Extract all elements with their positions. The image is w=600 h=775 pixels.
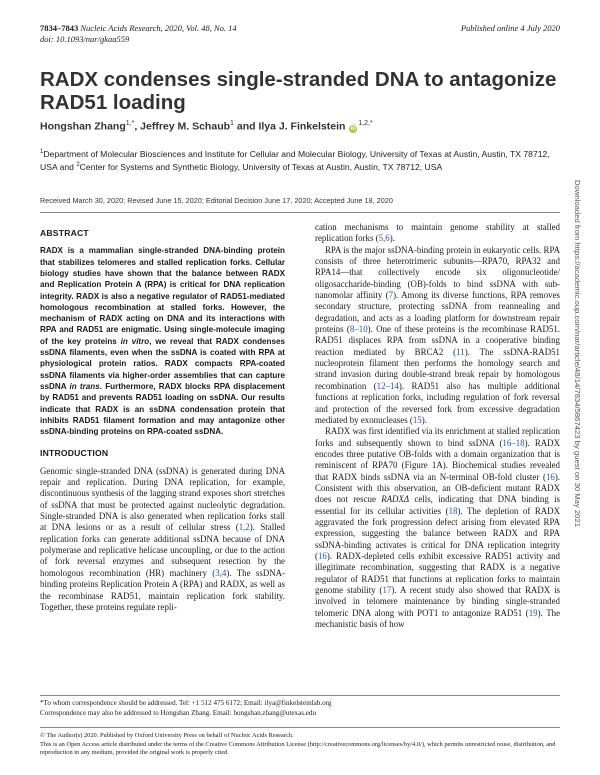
footnote-divider [40, 695, 560, 696]
citation-link[interactable]: 8–10 [349, 324, 368, 335]
author-name[interactable]: Hongshan Zhang [40, 120, 126, 133]
citation-link[interactable]: 19 [528, 607, 538, 618]
right-column [315, 222, 560, 630]
citation-link[interactable]: 7 [388, 290, 394, 301]
copyright-line: © The Author(s) 2020. Published by Oxford University Press on behalf of Nucleic Acids Research. [40, 732, 294, 739]
affiliations [40, 147, 560, 173]
license-block [40, 732, 560, 758]
left-column [40, 222, 285, 613]
doi[interactable]: doi: 10.1093/nar/gkaa559 [40, 34, 130, 44]
affiliation-text: Department of Molecular Biosciences and Institute for Cellular and Molecular Biology, University of Texas at Austin, Austin, TX 78712, USA and [40, 148, 550, 173]
citation-link[interactable]: 16 [317, 550, 327, 561]
correspondence-note: *To whom correspondence should be addressed. Tel: +1 512 475 6172; Email: ilya@finkelsteinlab.org [40, 699, 332, 707]
divider [40, 212, 560, 213]
download-watermark: Downloaded from https://academic.oup.com/nar/article/48/14/7834/5867423 by guest on 30 May 2021 [573, 180, 582, 528]
journal-citation: Nucleic Acids Research, 2020, Vol. 48, No. 14 [80, 23, 237, 33]
license-text: This is an Open Access article distributed under the terms of the Creative Commons Attribution License (http://creativecommons.org/licenses/by/4.0/), which permits unrestricted reuse, distribution, and reproduction in any medium, provided the original work is properly cited. [40, 740, 556, 757]
running-header [40, 23, 237, 45]
abstract-text: RADX is a mammalian single-stranded DNA-binding protein that stabilizes telomeres and stalled replication forks. Cellular biology studies have shown that the balance between RADX and Replication Protein A (RPA) is critical for DNA replication integrity. RADX is also a negative regulator of RAD51-mediated homologous recombination at stalled forks. However, the mechanism of RADX acting on DNA and its interactions with RPA and RAD51 are enigmatic. Using single-molecule imaging of the key proteins in vitro, we reveal that RADX condenses ssDNA filaments, even when the ssDNA is coated with RPA at physiological protein ratios. RADX compacts RPA-coated ssDNA filaments via higher-order assemblies that can capture ssDNA in trans. Furthermore, RADX blocks RPA displacement by RAD51 and prevents RAD51 loading on ssDNA. Our results indicate that RADX is an ssDNA condensation protein that inhibits RAD51 filament formation and may antagonize other ssDNA-binding proteins on RPA-coated ssDNA. [40, 246, 286, 437]
license-divider [40, 727, 560, 728]
author-affiliation-mark: 1,* [125, 120, 135, 127]
article-title: RADX condenses single-stranded DNA to antagonize RAD51 loading [40, 68, 557, 114]
correspondence-note: Correspondence may also be addressed to Hongshan Zhang. Email: hongshan.zhang@utexas.edu [40, 708, 317, 717]
publication-date: Published online 4 July 2020 [460, 23, 560, 33]
affiliation-mark: 1 [40, 149, 44, 155]
body-paragraph: Genomic single-stranded DNA (ssDNA) is generated during DNA repair and replication. During DNA replication, for example, discontinuous synthesis of the lagging strand exposes short stretches of ssDNA that must be protected against nucleolytic degradation. Single-stranded DNA is also generated when replication forks stall at DNA lesions or as a result of cellular stress (1,2). Stalled replication forks can generate additional ssDNA because of DNA polymerase and replicative helicase uncoupling, or due to the action of fork reversal enzymes and subsequent resection by the homologous recombination (HR) machinery (3,4). The ssDNA-binding proteins Replication Protein A (RPA) and RADX, as well as the recombinase RAD51, maintain replication fork stability. Together, these proteins regulate repli- [40, 465, 285, 612]
citation-link[interactable]: 17 [382, 585, 392, 595]
citation-link[interactable]: 1,2 [238, 522, 250, 533]
submission-dates: Received March 30, 2020; Revised June 15, 2020; Editorial Decision June 17, 2020; Accepted June 18, 2020 [40, 196, 393, 205]
citation-link[interactable]: 11 [456, 346, 465, 357]
citation-link[interactable]: 16 [545, 471, 555, 482]
body-paragraph: RPA is the major ssDNA-binding protein in eukaryotic cells. RPA consists of three heterotrimeric subunits—RPA70, RPA32 and RPA14—that collectively encode six oligonucleotide/ oligosaccharide-binding (OB)-folds to bind ssDNA with sub-nanomolar affinity (7). Among its diverse functions, RPA removes secondary structure, protecting ssDNA from reannealing and degradation, and acts as a loading platform for downstream repair proteins (8–10). One of these proteins is the recombinase RAD51. RAD51 displaces RPA from ssDNA in a cooperative binding reaction mediated by BRCA2 (11). The ssDNA-RAD51 nucleoprotein filament then performs the homology search and strand invasion during double-strand break repair by homologous recombination (12–14). RAD51 also has multiple additional functions at replication forks, including regulation of fork reversal and protection of the reversed fork from excessive degradation mediated by exonucleases (15). [315, 244, 560, 425]
body-paragraph: cation mechanisms to maintain genome stability at stalled replication forks (5,6). [315, 222, 560, 244]
body-paragraph: RADX was first identified via its enrichment at stalled replication forks and subsequently shown to bind ssDNA (16–18). RADX encodes three putative OB-folds with a domain organization that is reminiscent of RPA70 (Figure 1A). Biochemical studies revealed that RADX binds ssDNA via an N-terminal OB-fold cluster (16). Consistent with this observation, an OB-deficient mutant RADX does not rescue RADXΔ cells, indicating that DNA binding is essential for its cellular activities (18). The depletion of RADX aggravated the fork progression defect arising from elevated RPA expression, suggesting the balance between RADX and RPA ssDNA-binding activates is critical for DNA replication integrity (16). RADX-depleted cells exhibit excessive RAD51 activity and illegitimate recombination, suggesting that RADX is a negative regulator of RAD51 that functions at replication forks to maintain genome stability (17). A recent study also showed that RADX is involved in telomere maintenance by binding single-stranded telomeric DNA along with POT1 to antagonize RAD51 (19). The mechanistic basis of how [315, 426, 561, 630]
affiliation-text: Center for Systems and Synthetic Biology, University of Texas at Austin, Austin, TX 78712, USA [79, 162, 443, 173]
orcid-icon[interactable]: iD [350, 125, 356, 132]
author-name[interactable]: Ilya J. Finkelstein [258, 120, 346, 133]
author-affiliation-mark: 1 [230, 120, 234, 127]
citation-link[interactable]: 5,6 [378, 233, 390, 244]
page-range: 7834–7843 [40, 23, 79, 33]
affiliation-mark: 2 [76, 162, 80, 169]
author-affiliation-mark: 1,2,* [358, 120, 373, 127]
abstract-heading: ABSTRACT [40, 228, 89, 238]
citation-link[interactable]: 12–14 [376, 380, 399, 391]
author-list: Hongshan Zhang$^{1,*}$, Jeffrey M. Schaub$^1$ and Ilya J. Finkelstein $iD^{1,2,*}$ [40, 120, 373, 133]
citation-link[interactable]: 16–18 [502, 437, 525, 448]
footnotes [40, 699, 560, 718]
citation-link[interactable]: 18 [448, 505, 458, 516]
citation-link[interactable]: 15 [412, 414, 422, 425]
author-name[interactable]: Jeffrey M. Schaub [140, 120, 231, 133]
introduction-heading: INTRODUCTION [40, 448, 109, 459]
citation-link[interactable]: 3,4 [215, 567, 227, 578]
